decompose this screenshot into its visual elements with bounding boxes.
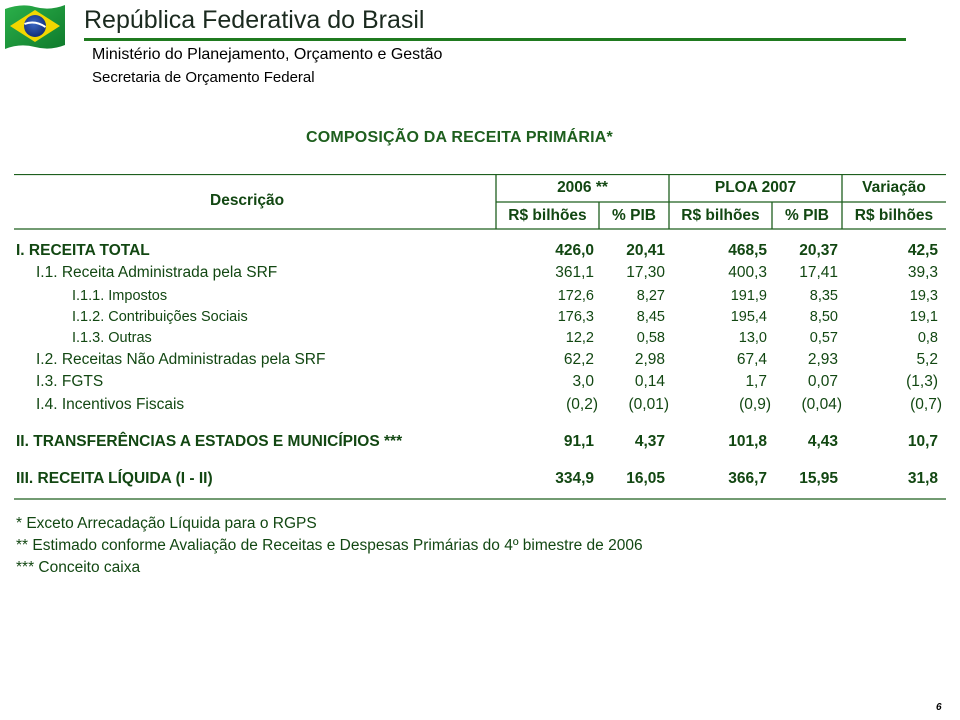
header-descricao: Descrição xyxy=(210,192,285,209)
page-title: República Federativa do Brasil xyxy=(84,6,425,34)
cell-value: 20,41 xyxy=(626,242,665,259)
cell-value: 91,1 xyxy=(563,433,594,450)
row-label-impostos: I.1.1. Impostos xyxy=(72,288,168,304)
header-rs-variacao: R$ bilhões xyxy=(854,207,934,224)
row-label-receita-total: I. RECEITA TOTAL xyxy=(16,242,150,259)
cell-value: 16,05 xyxy=(626,470,665,487)
cell-value: 3,0 xyxy=(572,373,594,390)
cell-value: 195,4 xyxy=(730,309,767,325)
row-label-transferencias: II. TRANSFERÊNCIAS A ESTADOS E MUNICÍPIOS *** xyxy=(16,433,403,450)
cell-value: (1,3) xyxy=(906,373,938,390)
cell-value: 8,35 xyxy=(809,288,838,304)
cell-value: 172,6 xyxy=(557,288,594,304)
cell-value: 334,9 xyxy=(555,470,594,487)
cell-value: 0,07 xyxy=(807,373,838,390)
cell-value: 8,45 xyxy=(636,309,665,325)
cell-value: 8,27 xyxy=(636,288,665,304)
cell-value: 17,41 xyxy=(799,264,838,281)
cell-value: 31,8 xyxy=(907,470,938,487)
cell-value: 19,1 xyxy=(909,309,938,325)
cell-value: 4,37 xyxy=(634,433,665,450)
cell-value: 0,14 xyxy=(634,373,665,390)
secretariat-subtitle: Secretaria de Orçamento Federal xyxy=(92,69,315,86)
row-label-outras: I.1.3. Outras xyxy=(72,330,152,346)
cell-value: (0,2) xyxy=(566,396,598,413)
row-label-fgts: I.3. FGTS xyxy=(36,373,104,390)
footnote-3: *** Conceito caixa xyxy=(16,559,141,576)
cell-value: 67,4 xyxy=(736,351,767,368)
cell-value: 12,2 xyxy=(565,330,594,346)
header-rs-2006: R$ bilhões xyxy=(508,207,587,224)
header-rs-ploa: R$ bilhões xyxy=(681,207,760,224)
cell-value: 468,5 xyxy=(728,242,767,259)
cell-value: 361,1 xyxy=(555,264,594,281)
row-label-contribuicoes: I.1.2. Contribuições Sociais xyxy=(72,309,248,325)
cell-value: 10,7 xyxy=(907,433,938,450)
row-label-incentivos: I.4. Incentivos Fiscais xyxy=(36,396,185,413)
cell-value: 400,3 xyxy=(728,264,767,281)
header-group-variacao: Variação xyxy=(862,179,926,196)
cell-value: 20,37 xyxy=(799,242,838,259)
cell-value: 19,3 xyxy=(909,288,938,304)
page-number: 6 xyxy=(936,702,942,713)
cell-value: 0,8 xyxy=(917,330,938,346)
cell-value: (0,7) xyxy=(910,396,942,413)
cell-value: 8,50 xyxy=(809,309,838,325)
table-title: COMPOSIÇÃO DA RECEITA PRIMÁRIA* xyxy=(306,129,613,146)
cell-value: 13,0 xyxy=(738,330,767,346)
footnote-2: ** Estimado conforme Avaliação de Receitas e Despesas Primárias do 4º bimestre de 2006 xyxy=(16,537,643,554)
header-pib-ploa: % PIB xyxy=(785,207,829,224)
row-label-receita-liquida: III. RECEITA LÍQUIDA (I - II) xyxy=(16,470,213,487)
footnotes xyxy=(16,513,643,579)
ministry-subtitle: Ministério do Planejamento, Orçamento e Gestão xyxy=(92,46,443,63)
cell-value: 176,3 xyxy=(557,309,594,325)
row-label-nao-administradas: I.2. Receitas Não Administradas pela SRF xyxy=(36,351,326,368)
cell-value: 2,98 xyxy=(634,351,665,368)
cell-value: 42,5 xyxy=(907,242,938,259)
cell-value: 39,3 xyxy=(907,264,938,281)
cell-value: 191,9 xyxy=(730,288,767,304)
header-pib-2006: % PIB xyxy=(612,207,656,224)
cell-value: 101,8 xyxy=(728,433,767,450)
cell-value: 426,0 xyxy=(555,242,594,259)
brazil-flag-logo xyxy=(2,1,68,53)
cell-value: (0,9) xyxy=(739,396,771,413)
cell-value: 0,58 xyxy=(636,330,665,346)
cell-value: 15,95 xyxy=(799,470,838,487)
cell-value: 17,30 xyxy=(626,264,665,281)
cell-value: 62,2 xyxy=(563,351,594,368)
header-group-2006: 2006 ** xyxy=(557,179,608,196)
cell-value: (0,04) xyxy=(801,396,842,413)
header-group-ploa: PLOA 2007 xyxy=(714,179,797,196)
cell-value: (0,01) xyxy=(628,396,669,413)
row-label-receita-administrada: I.1. Receita Administrada pela SRF xyxy=(36,264,278,281)
cell-value: 1,7 xyxy=(745,373,767,390)
cell-value: 366,7 xyxy=(728,470,767,487)
footnote-1: * Exceto Arrecadação Líquida para o RGPS xyxy=(16,515,317,532)
cell-value: 4,43 xyxy=(807,433,838,450)
cell-value: 0,57 xyxy=(809,330,838,346)
cell-value: 2,93 xyxy=(807,351,838,368)
header-rule xyxy=(84,38,906,41)
cell-value: 5,2 xyxy=(916,351,938,368)
